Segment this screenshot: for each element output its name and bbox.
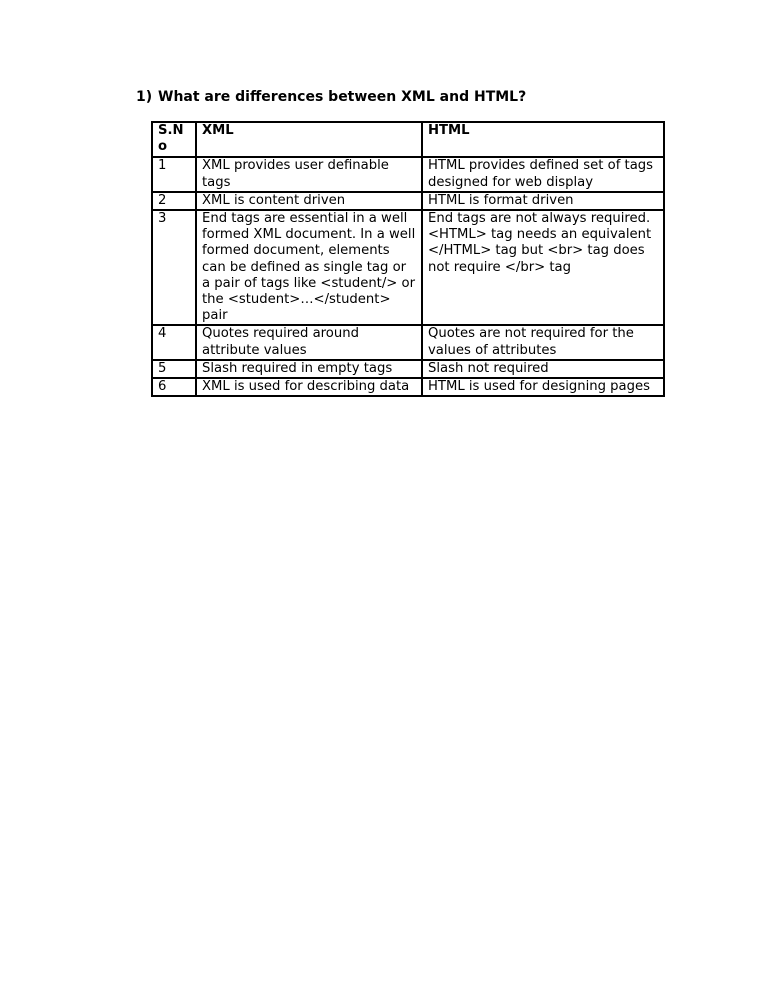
cell-html: HTML is format driven	[422, 192, 664, 210]
cell-html: End tags are not always required.<HTML> tag needs an equivalent </HTML> tag but <br> tag does not require </br> tag	[422, 210, 664, 325]
cell-sno: 2	[152, 192, 196, 210]
comparison-table	[151, 121, 665, 397]
cell-sno: 6	[152, 378, 196, 396]
cell-xml: End tags are essential in a well formed XML document. In a well formed document, elements can be defined as single tag or a pair of tags like <student/> or the <student>…</student> pair	[196, 210, 422, 325]
cell-xml: XML is content driven	[196, 192, 422, 210]
table-row	[152, 325, 664, 359]
question-heading	[136, 89, 526, 105]
table-row	[152, 360, 664, 378]
table-row	[152, 192, 664, 210]
table-header-row	[152, 122, 664, 157]
cell-html: Quotes are not required for the values of attributes	[422, 325, 664, 359]
cell-xml: Slash required in empty tags	[196, 360, 422, 378]
cell-xml: XML is used for describing data	[196, 378, 422, 396]
cell-sno: 3	[152, 210, 196, 325]
question-number: 1)	[136, 89, 153, 105]
cell-sno: 5	[152, 360, 196, 378]
cell-html: HTML is used for designing pages	[422, 378, 664, 396]
cell-xml: XML provides user definable tags	[196, 157, 422, 191]
cell-sno: 4	[152, 325, 196, 359]
header-xml: XML	[196, 122, 422, 157]
cell-html: Slash not required	[422, 360, 664, 378]
header-sno: S.No	[152, 122, 196, 157]
table-row	[152, 378, 664, 396]
question-text: What are differences between XML and HTML?	[158, 89, 527, 105]
table-row	[152, 157, 664, 191]
header-html: HTML	[422, 122, 664, 157]
cell-sno: 1	[152, 157, 196, 191]
table-row	[152, 210, 664, 325]
cell-xml: Quotes required around attribute values	[196, 325, 422, 359]
cell-html: HTML provides defined set of tags designed for web display	[422, 157, 664, 191]
